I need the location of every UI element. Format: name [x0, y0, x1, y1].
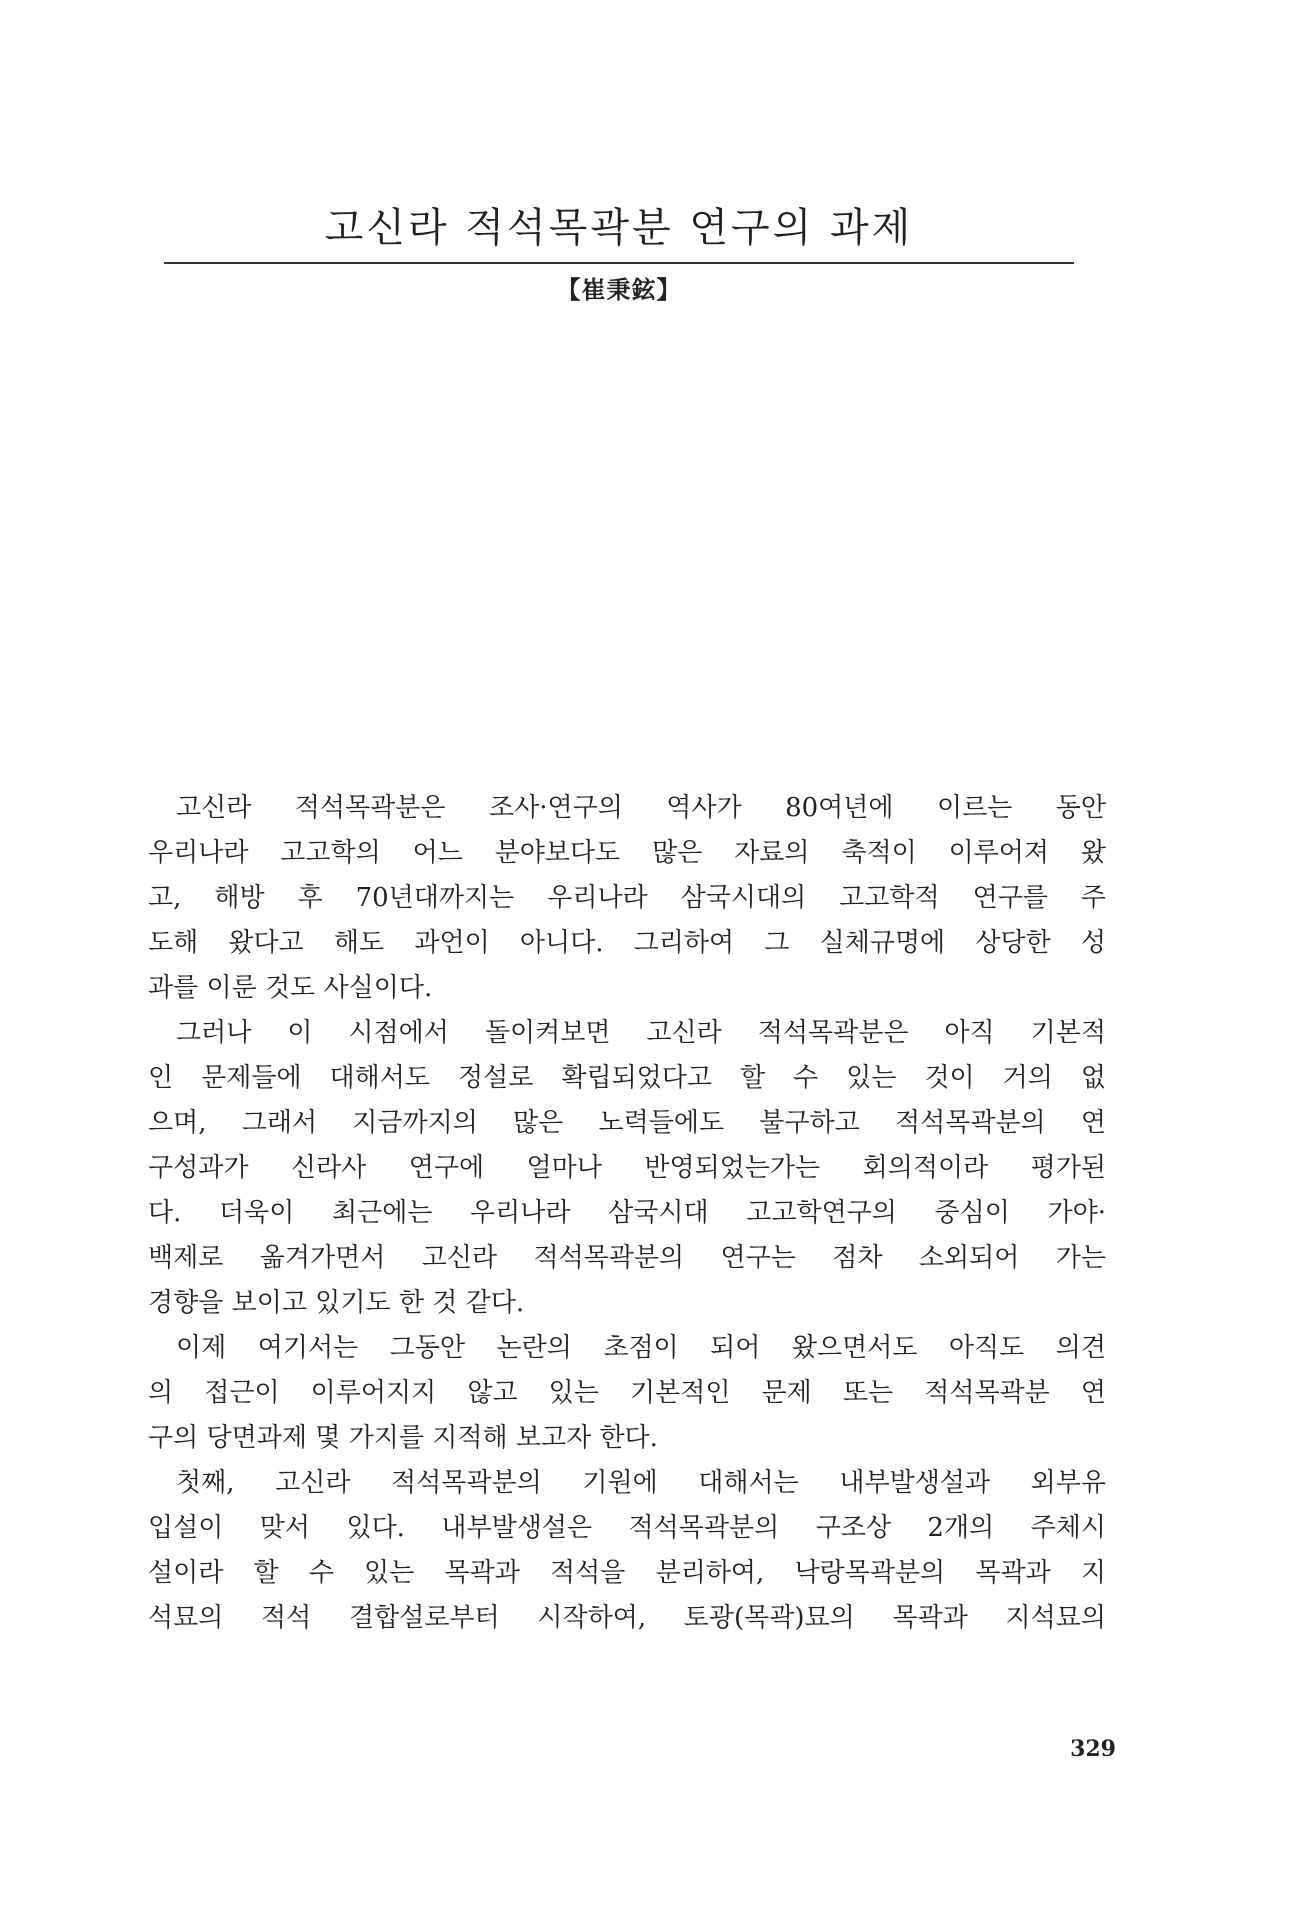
page-number: 329 — [1070, 1736, 1116, 1762]
text-line: 이제 여기서는 그동안 논란의 초점이 되어 왔으면서도 아직도 의견 — [176, 1333, 1106, 1363]
text-line: 석묘의 적석 결합설로부터 시작하여, 토광(목곽)묘의 목곽과 지석묘의 — [148, 1603, 1106, 1633]
text-line: 고신라 적석목곽분은 조사·연구의 역사가 80여년에 이르는 동안 — [176, 793, 1106, 823]
author-name: 【崔秉鉉】 — [556, 275, 682, 304]
text-line: 인 문제들에 대해서도 정설로 확립되었다고 할 수 있는 것이 거의 없 — [148, 1063, 1106, 1093]
text-line: 고, 해방 후 70년대까지는 우리나라 삼국시대의 고고학적 연구를 주 — [148, 883, 1106, 913]
text-line: 의 접근이 이루어지지 않고 있는 기본적인 문제 또는 적석목곽분 연 — [148, 1378, 1106, 1408]
title-block — [164, 200, 1074, 308]
text-line: 경향을 보이고 있기도 한 것 같다. — [148, 1288, 525, 1318]
title-divider — [164, 262, 1074, 264]
text-line: 도해 왔다고 해도 과언이 아니다. 그리하여 그 실체규명에 상당한 성 — [148, 928, 1106, 958]
text-line: 백제로 옮겨가면서 고신라 적석목곽분의 연구는 점차 소외되어 가는 — [148, 1243, 1106, 1273]
text-line: 과를 이룬 것도 사실이다. — [148, 973, 433, 1003]
text-line: 으며, 그래서 지금까지의 많은 노력들에도 불구하고 적석목곽분의 연 — [148, 1108, 1106, 1138]
text-line: 구의 당면과제 몇 가지를 지적해 보고자 한다. — [148, 1423, 658, 1453]
text-line: 우리나라 고고학의 어느 분야보다도 많은 자료의 축적이 이루어져 왔 — [148, 838, 1106, 868]
text-line: 입설이 맞서 있다. 내부발생설은 적석목곽분의 구조상 2개의 주체시 — [148, 1513, 1106, 1543]
text-line: 구성과가 신라사 연구에 얼마나 반영되었는가는 회의적이라 평가된 — [148, 1153, 1106, 1183]
text-line: 첫째, 고신라 적석목곽분의 기원에 대해서는 내부발생설과 외부유 — [176, 1468, 1106, 1498]
paragraph — [148, 1461, 1106, 1641]
article-title: 고신라 적석목곽분 연구의 과제 — [324, 205, 914, 251]
paragraph — [148, 1011, 1106, 1326]
text-line: 다. 더욱이 최근에는 우리나라 삼국시대 고고학연구의 중심이 가야· — [148, 1198, 1106, 1228]
body-text — [148, 786, 1106, 1641]
paragraph — [148, 786, 1106, 1011]
paragraph — [148, 1326, 1106, 1461]
text-line: 설이라 할 수 있는 목곽과 적석을 분리하여, 낙랑목곽분의 목곽과 지 — [148, 1558, 1106, 1588]
text-line: 그러나 이 시점에서 돌이켜보면 고신라 적석목곽분은 아직 기본적 — [176, 1018, 1106, 1048]
